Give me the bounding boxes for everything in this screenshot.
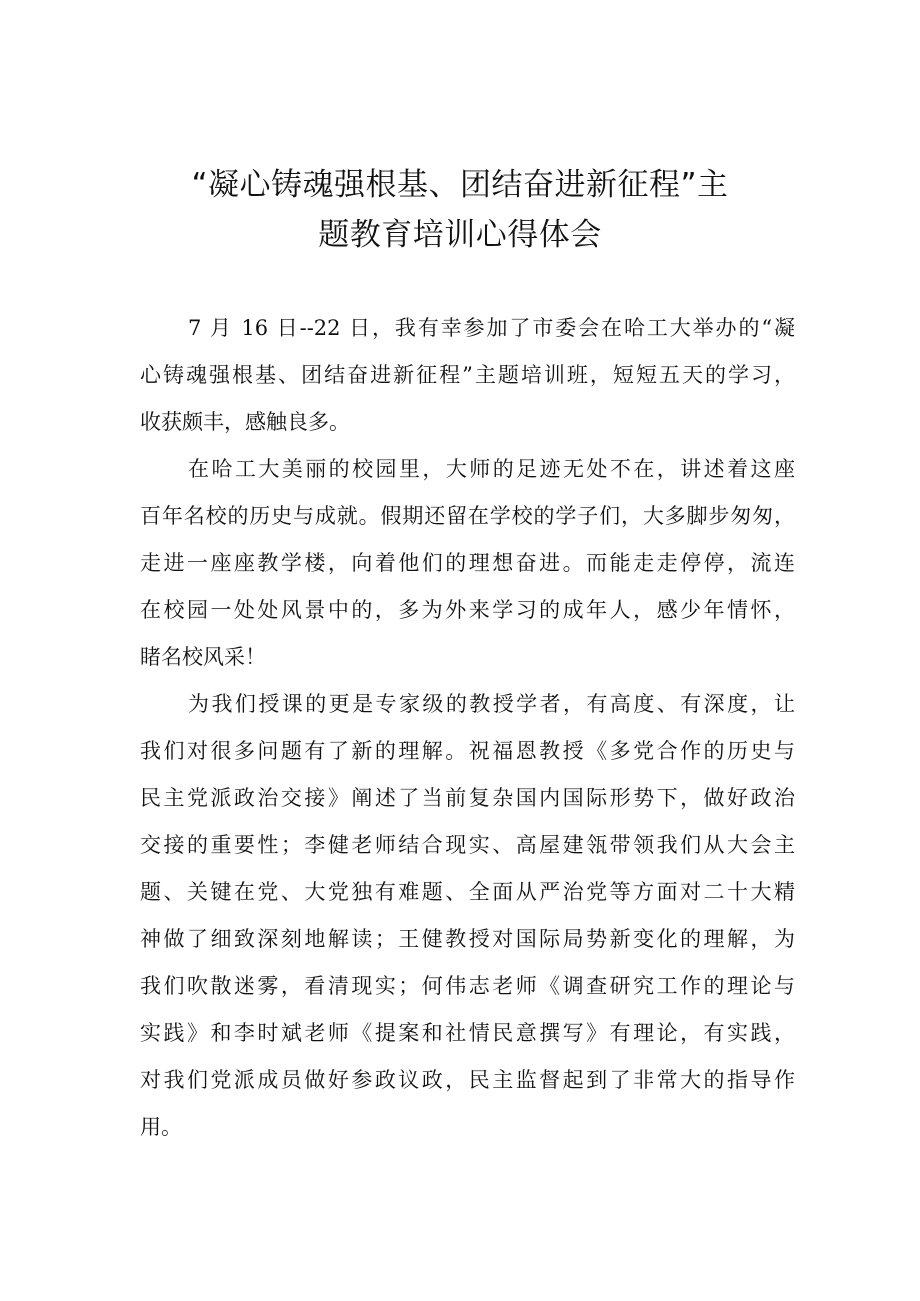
paragraph-line: 为我们授课的更是专家级的教授学者，有高度、有深度，让 [188, 692, 795, 716]
paragraph-1 [140, 305, 795, 446]
paragraph-line: 7 月 16 日--22 日，我有幸参加了市委会在哈工大举办的“凝 [188, 316, 795, 340]
paragraph-line: 对我们党派成员做好参政议政，民主监督起到了非常大的指导作 [140, 1068, 795, 1092]
paragraph-line: 题、关键在党、大党独有难题、全面从严治党等方面对二十大精 [140, 880, 795, 904]
paragraph-3 [140, 681, 795, 1151]
paragraph-line: 神做了细致深刻地解读；王健教授对国际局势新变化的理解，为 [140, 927, 795, 951]
paragraph-line: 实践》和李时斌老师《提案和社情民意撰写》有理论，有实践， [140, 1021, 795, 1045]
paragraph-line: 我们对很多问题有了新的理解。祝福恩教授《多党合作的历史与 [140, 739, 795, 763]
paragraph-line: 走进一座座教学楼，向着他们的理想奋进。而能走走停停，流连 [140, 551, 795, 575]
paragraph-line: 收获颇丰，感触良多。 [140, 410, 350, 434]
document-body [140, 305, 795, 1151]
paragraph-line: 睹名校风采！ [140, 645, 266, 669]
paragraph-line: 在校园一处处风景中的，多为外来学习的成年人，感少年情怀， [140, 598, 795, 622]
paragraph-line: 用。 [140, 1115, 182, 1139]
paragraph-line: 民主党派政治交接》阐述了当前复杂国内国际形势下，做好政治 [140, 786, 795, 810]
document-title [120, 160, 800, 260]
title-line-1: “凝心铸魂强根基、团结奋进新征程”主 [191, 167, 729, 203]
title-line-2: 题教育培训心得体会 [318, 217, 602, 253]
paragraph-line: 心铸魂强根基、团结奋进新征程”主题培训班，短短五天的学习， [140, 363, 795, 387]
paragraph-line: 我们吹散迷雾，看清现实；何伟志老师《调查研究工作的理论与 [140, 974, 795, 998]
paragraph-2 [140, 446, 795, 681]
paragraph-line: 交接的重要性；李健老师结合现实、高屋建瓴带领我们从大会主 [140, 833, 795, 857]
paragraph-line: 百年名校的历史与成就。假期还留在学校的学子们，大多脚步匆匆， [140, 504, 795, 528]
paragraph-line: 在哈工大美丽的校园里，大师的足迹无处不在，讲述着这座 [188, 457, 795, 481]
